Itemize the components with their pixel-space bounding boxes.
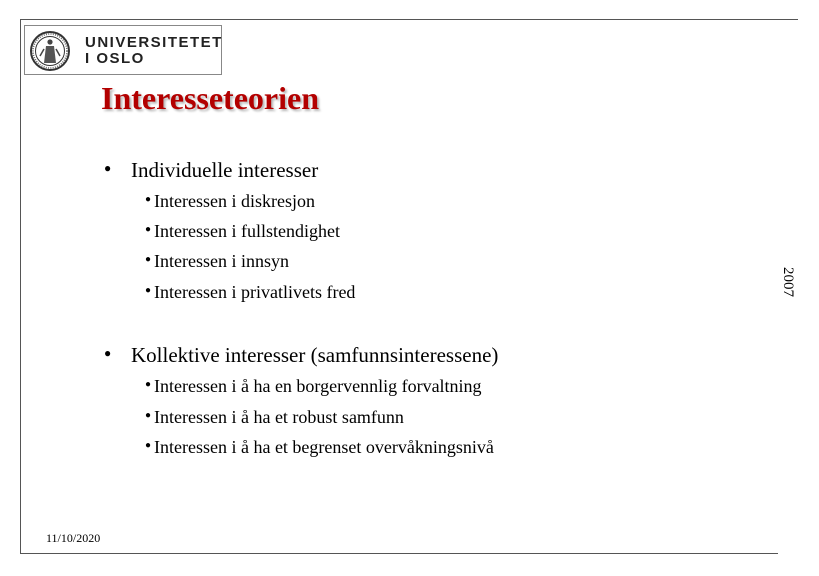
slide-date: 11/10/2020 [46, 531, 101, 545]
section-heading-text: Kollektive interesser (samfunnsinteressene) [131, 343, 499, 367]
bullet-icon: ● [145, 224, 152, 235]
list-item-text: Interessen i diskresjon [154, 191, 315, 211]
list-item-text: Interessen i å ha et begrenset overvåkningsnivå [154, 437, 494, 457]
slide-title: Interesseteorien [101, 80, 319, 116]
list-item-text: Interessen i privatlivets fred [154, 282, 356, 302]
bullet-icon: ● [145, 194, 152, 205]
university-name: UNIVERSITETET I OSLO [85, 34, 223, 67]
list-item-text: Interessen i innsyn [154, 251, 289, 271]
section-heading-text: Individuelle interesser [131, 158, 319, 182]
bullet-icon: ● [145, 254, 152, 265]
list-item-text: Interessen i å ha en borgervennlig forvaltning [154, 376, 482, 396]
list-item-text: Interessen i fullstendighet [154, 221, 340, 241]
side-year-label: 2007 [780, 267, 796, 297]
bullet-icon: ● [145, 440, 152, 451]
university-seal-icon [29, 30, 71, 72]
bullet-icon: ● [145, 379, 152, 390]
bullet-icon: ● [145, 410, 152, 421]
list-item-text: Interessen i å ha et robust samfunn [154, 407, 404, 427]
bullet-icon: ● [104, 346, 112, 360]
bullet-icon: ● [145, 285, 152, 296]
university-logo [24, 25, 222, 75]
bullet-icon: ● [104, 161, 112, 175]
